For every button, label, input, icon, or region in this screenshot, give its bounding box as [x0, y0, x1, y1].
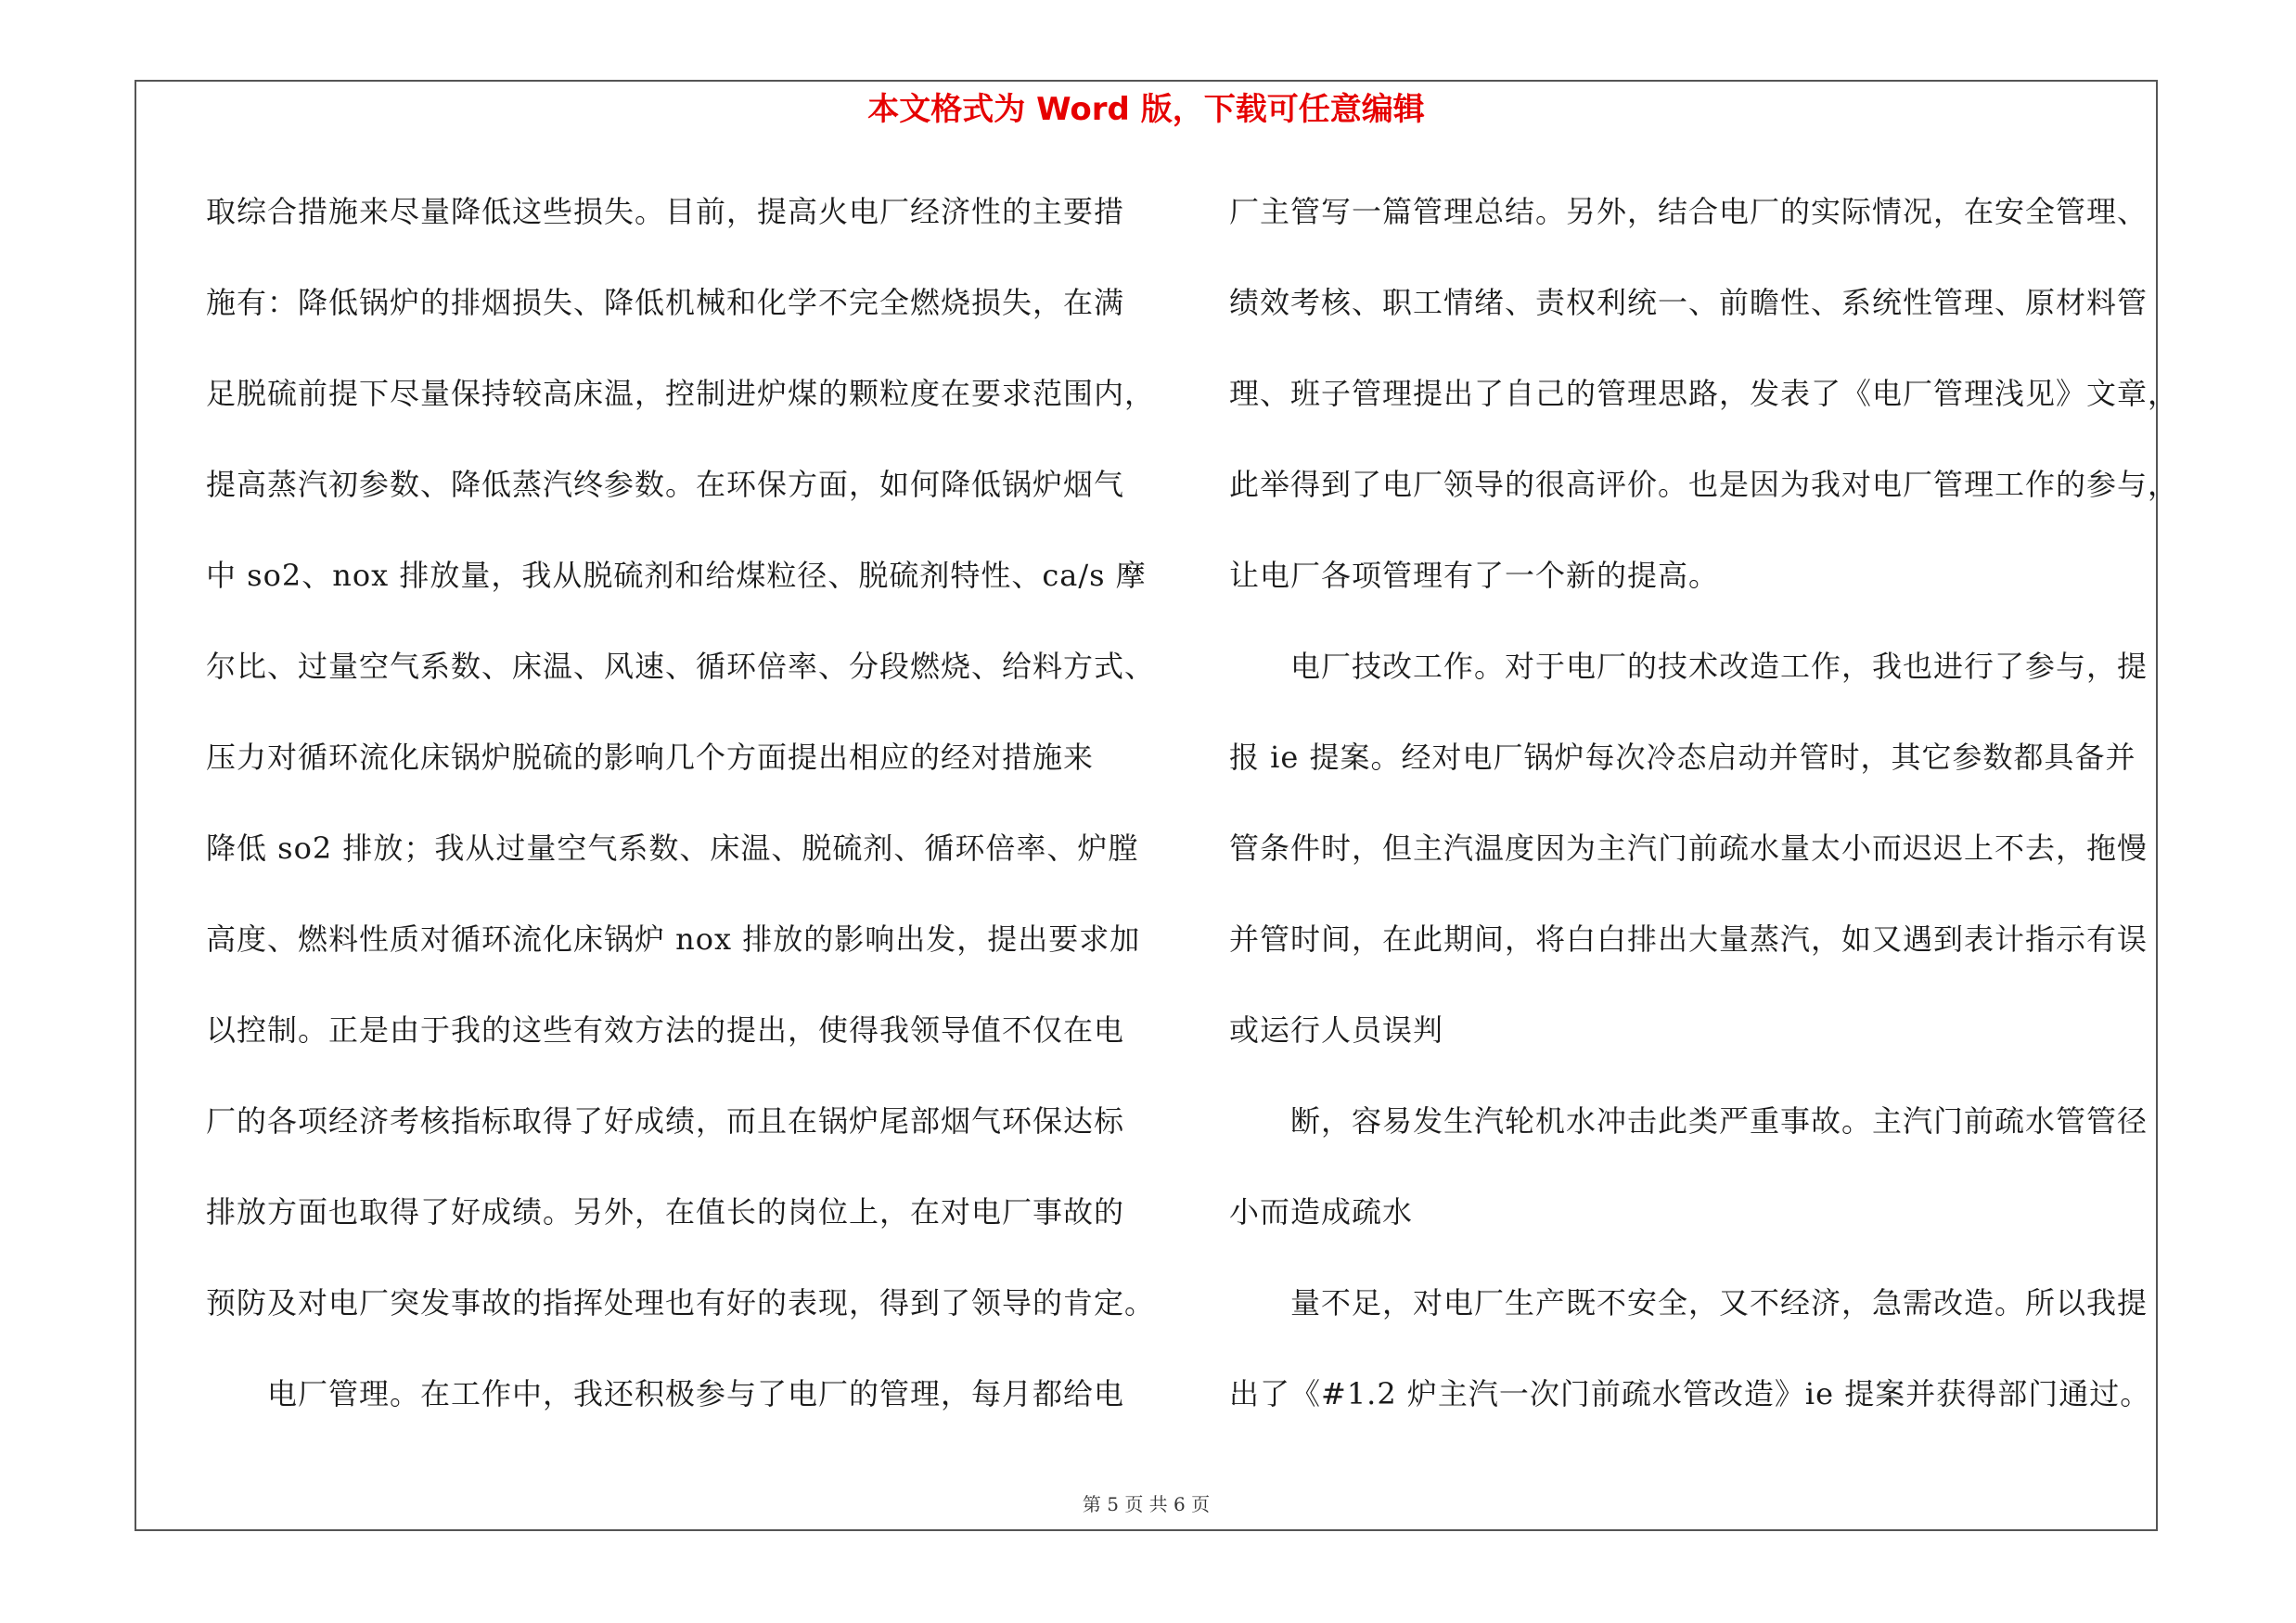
text-line: 高度、燃料性质对循环流化床锅炉 nox 排放的影响出发，提出要求加: [206, 921, 1141, 957]
text-line: 厂的各项经济考核指标取得了好成绩，而且在锅炉尾部烟气环保达标: [206, 1103, 1125, 1139]
paragraph-start-line: 量不足，对电厂生产既不安全，又不经济，急需改造。所以我提: [1290, 1285, 2148, 1320]
text-line: 足脱硫前提下尽量保持较高床温，控制进炉煤的颗粒度在要求范围内，: [206, 376, 1156, 411]
right-text-column: [1229, 183, 2194, 1456]
left-text-column: [206, 183, 1161, 1456]
text-line: 降低 so2 排放；我从过量空气系数、床温、脱硫剂、循环倍率、炉膛: [206, 831, 1139, 866]
text-line: 此举得到了电厂领导的很高评价。也是因为我对电厂管理工作的参与，: [1229, 467, 2179, 502]
text-line: 尔比、过量空气系数、床温、风速、循环倍率、分段燃烧、给料方式、: [206, 649, 1156, 684]
text-line: 排放方面也取得了好成绩。另外，在值长的岗位上，在对电厂事故的: [206, 1194, 1125, 1230]
text-line: 理、班子管理提出了自己的管理思路，发表了《电厂管理浅见》文章，: [1229, 376, 2179, 411]
text-line: 报 ie 提案。经对电厂锅炉每次冷态启动并管时，其它参数都具备并: [1229, 740, 2136, 775]
paragraph-start-line: 断，容易发生汽轮机水冲击此类严重事故。主汽门前疏水管管径: [1290, 1103, 2148, 1139]
text-line: 中 so2、nox 排放量，我从脱硫剂和给煤粒径、脱硫剂特性、ca/s 摩: [206, 558, 1147, 593]
text-line: 提高蒸汽初参数、降低蒸汽终参数。在环保方面，如何降低锅炉烟气: [206, 467, 1125, 502]
paragraph-start-line: 电厂管理。在工作中，我还积极参与了电厂的管理，每月都给电: [267, 1376, 1125, 1411]
text-line: 小而造成疏水: [1229, 1194, 1414, 1230]
text-line: 管条件时，但主汽温度因为主汽门前疏水量太小而迟迟上不去，拖慢: [1229, 831, 2148, 866]
text-line: 或运行人员误判: [1229, 1012, 1444, 1048]
text-line: 预防及对电厂突发事故的指挥处理也有好的表现，得到了领导的肯定。: [206, 1285, 1156, 1320]
page-number: 第 5 页 共 6 页: [1082, 1493, 1211, 1515]
text-line: 取综合措施来尽量降低这些损失。目前，提高火电厂经济性的主要措: [206, 194, 1125, 229]
paragraph-start-line: 电厂技改工作。对于电厂的技术改造工作，我也进行了参与，提: [1290, 649, 2148, 684]
page-header-title: 本文格式为 Word 版，下载可任意编辑: [867, 91, 1425, 128]
text-line: 并管时间，在此期间，将白白排出大量蒸汽，如又遇到表计指示有误: [1229, 921, 2148, 957]
text-line: 以控制。正是由于我的这些有效方法的提出，使得我领导值不仅在电: [206, 1012, 1125, 1048]
text-line: 厂主管写一篇管理总结。另外，结合电厂的实际情况，在安全管理、: [1229, 194, 2148, 229]
text-line: 施有：降低锅炉的排烟损失、降低机械和化学不完全燃烧损失，在满: [206, 285, 1125, 320]
text-line: 出了《#1.2 炉主汽一次门前疏水管改造》ie 提案并获得部门通过。: [1229, 1376, 2151, 1411]
text-line: 让电厂各项管理有了一个新的提高。: [1229, 558, 1720, 593]
text-line: 绩效考核、职工情绪、责权利统一、前瞻性、系统性管理、原材料管: [1229, 285, 2148, 320]
text-line: 压力对循环流化床锅炉脱硫的影响几个方面提出相应的经对措施来: [206, 740, 1095, 775]
